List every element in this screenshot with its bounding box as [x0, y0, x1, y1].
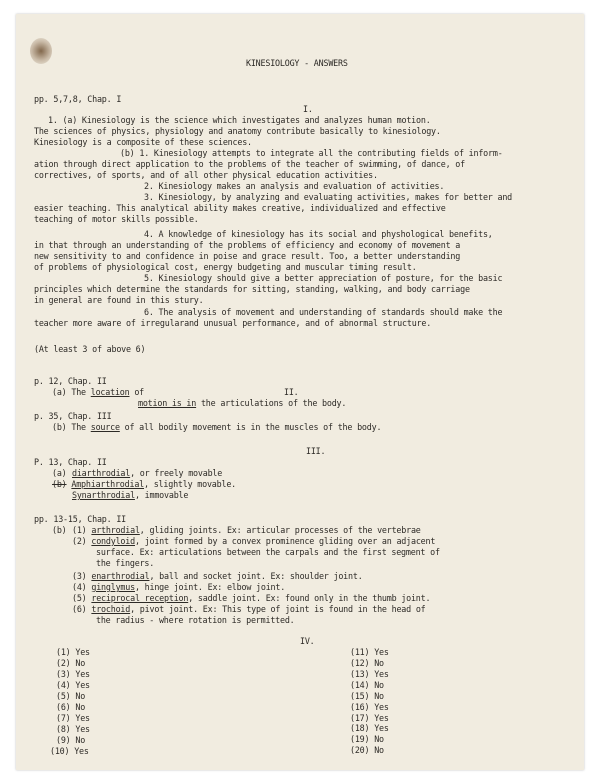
- section-1-numeral: I.: [303, 104, 313, 114]
- joint-type-item: (3) enarthrodial, ball and socket joint. Ex: shoulder joint.: [72, 571, 363, 581]
- section-3-a-label: (a): [52, 468, 67, 478]
- section-1-line: principles which determine the standards for sitting, standing, walking, and body carriage: [34, 284, 470, 294]
- section-2-reference-b: p. 35, Chap. III: [34, 411, 112, 421]
- section-1-line: teacher more aware of irregularand unusual performance, and of abnormal structure.: [34, 318, 432, 328]
- section-3-reference-a: P. 13, Chap. II: [34, 457, 107, 467]
- section-1-line: (b) 1. Kinesiology attempts to integrate all the contributing fields of inform-: [120, 148, 503, 158]
- answer-row: (4) Yes: [56, 680, 90, 690]
- section-2-reference-a: p. 12, Chap. II: [34, 376, 107, 386]
- answer-row: (1) Yes: [56, 647, 90, 657]
- section-2-item-a: (a) The location of: [52, 387, 145, 397]
- section-1-line: 4. A knowledge of kinesiology has its social and physhological benefits,: [144, 229, 493, 239]
- answer-row: (8) Yes: [56, 724, 90, 734]
- key-term: arthrodial: [91, 525, 140, 535]
- answer-row: (15) No: [350, 691, 384, 701]
- joint-class-item: (b) Amphiarthrodial, slightly movable.: [52, 479, 237, 489]
- section-1-line: teaching of motor skills possible.: [34, 214, 199, 224]
- joint-type-item: (5) reciprocal reception, saddle joint. Ex: found only in the thumb joint.: [72, 593, 431, 603]
- answer-row: (2) No: [56, 658, 86, 668]
- section-1-line: in that through an understanding of the problems of efficiency and economy of movement a: [34, 240, 461, 250]
- answer-row: (14) No: [350, 680, 384, 690]
- key-term: Synarthrodial: [72, 490, 135, 500]
- answer-row: (12) No: [350, 658, 384, 668]
- answer-row: (9) No: [56, 735, 86, 745]
- answer-row: (10) Yes: [50, 746, 89, 756]
- section-1-line: 3. Kinesiology, by analyzing and evaluating activities, makes for better and: [144, 192, 513, 202]
- section-2-numeral: II.: [284, 387, 299, 397]
- answer-row: (18) Yes: [350, 723, 389, 733]
- section-4-numeral: IV.: [300, 636, 315, 646]
- key-term: source: [90, 422, 120, 432]
- answer-row: (7) Yes: [56, 713, 90, 723]
- answer-row: (11) Yes: [350, 647, 389, 657]
- joint-type-item: (4) ginglymus, hinge joint. Ex: elbow joint.: [72, 582, 286, 592]
- document-text: [16, 14, 584, 770]
- section-3-numeral: III.: [306, 446, 326, 456]
- section-3-reference-b: pp. 13-15, Chap. II: [34, 514, 127, 524]
- key-term: reciprocal reception: [91, 593, 189, 603]
- section-1-line: correctives, of sports, and of all other physical education activities.: [34, 170, 378, 180]
- joint-type-cont: the fingers.: [96, 558, 155, 568]
- section-2-item-a-cont: motion is in the articulations of the body.: [138, 398, 347, 408]
- joint-type-item: (6) trochoid, pivot joint. Ex: This type of joint is found in the head of: [72, 604, 426, 614]
- joint-type-cont: surface. Ex: articulations between the carpals and the first segment of: [96, 547, 440, 557]
- key-term: diarthrodial: [72, 468, 131, 478]
- joint-type-item: (1) arthrodial, gliding joints. Ex: articular processes of the vertebrae: [72, 525, 421, 535]
- section-1-line: ation through direct application to the problems of the teacher of swimming, of dance, of: [34, 159, 465, 169]
- answer-row: (16) Yes: [350, 702, 389, 712]
- answer-row: (13) Yes: [350, 669, 389, 679]
- section-3-b-label: (b): [52, 525, 67, 535]
- section-1-line: new sensitivity to and confidence in poise and grace result. Too, a better understanding: [34, 251, 461, 261]
- joint-class-item: Synarthrodial, immovable: [72, 490, 189, 500]
- key-term: condyloid: [91, 536, 135, 546]
- section-1-line: 6. The analysis of movement and understanding of standards should make the: [144, 307, 503, 317]
- section-1-note: (At least 3 of above 6): [34, 344, 146, 354]
- section-1-line: easier teaching. This analytical ability makes creative, individualized and effective: [34, 203, 446, 213]
- joint-type-cont: the radius - where rotation is permitted.: [96, 615, 295, 625]
- section-1-reference: pp. 5,7,8, Chap. I: [34, 94, 122, 104]
- key-term: location: [90, 387, 130, 397]
- answer-row: (6) No: [56, 702, 86, 712]
- document-page: [16, 14, 584, 770]
- key-term: motion is in: [138, 398, 197, 408]
- section-2-item-b: (b) The source of all bodily movement is in the muscles of the body.: [52, 422, 382, 432]
- key-term: trochoid: [91, 604, 131, 614]
- document-title: KINESIOLOGY - ANSWERS: [246, 58, 348, 68]
- joint-class-item: diarthrodial, or freely movable: [72, 468, 223, 478]
- answer-row: (5) No: [56, 691, 86, 701]
- section-1-line: Kinesiology is a composite of these sciences.: [34, 137, 252, 147]
- section-1-line: of problems of physiological cost, energy budgeting and muscular timing result.: [34, 262, 417, 272]
- key-term: enarthrodial: [91, 571, 150, 581]
- section-1-line: in general are found in this stury.: [34, 295, 204, 305]
- section-1-line: 1. (a) Kinesiology is the science which investigates and analyzes human motion.: [48, 115, 431, 125]
- answer-row: (17) Yes: [350, 713, 389, 723]
- section-1-line: 5. Kinesiology should give a better appreciation of posture, for the basic: [144, 273, 503, 283]
- answer-row: (3) Yes: [56, 669, 90, 679]
- section-1-line: The sciences of physics, physiology and anatomy contribute basically to kinesiology.: [34, 126, 441, 136]
- section-1-line: 2. Kinesiology makes an analysis and evaluation of activities.: [144, 181, 445, 191]
- answer-row: (19) No: [350, 734, 384, 744]
- key-term: ginglymus: [91, 582, 135, 592]
- answer-row: (20) No: [350, 745, 384, 755]
- key-term: Amphiarthrodial: [71, 479, 145, 489]
- joint-type-item: (2) condyloid, joint formed by a convex prominence gliding over an adjacent: [72, 536, 436, 546]
- answers-left-column: [16, 647, 584, 770]
